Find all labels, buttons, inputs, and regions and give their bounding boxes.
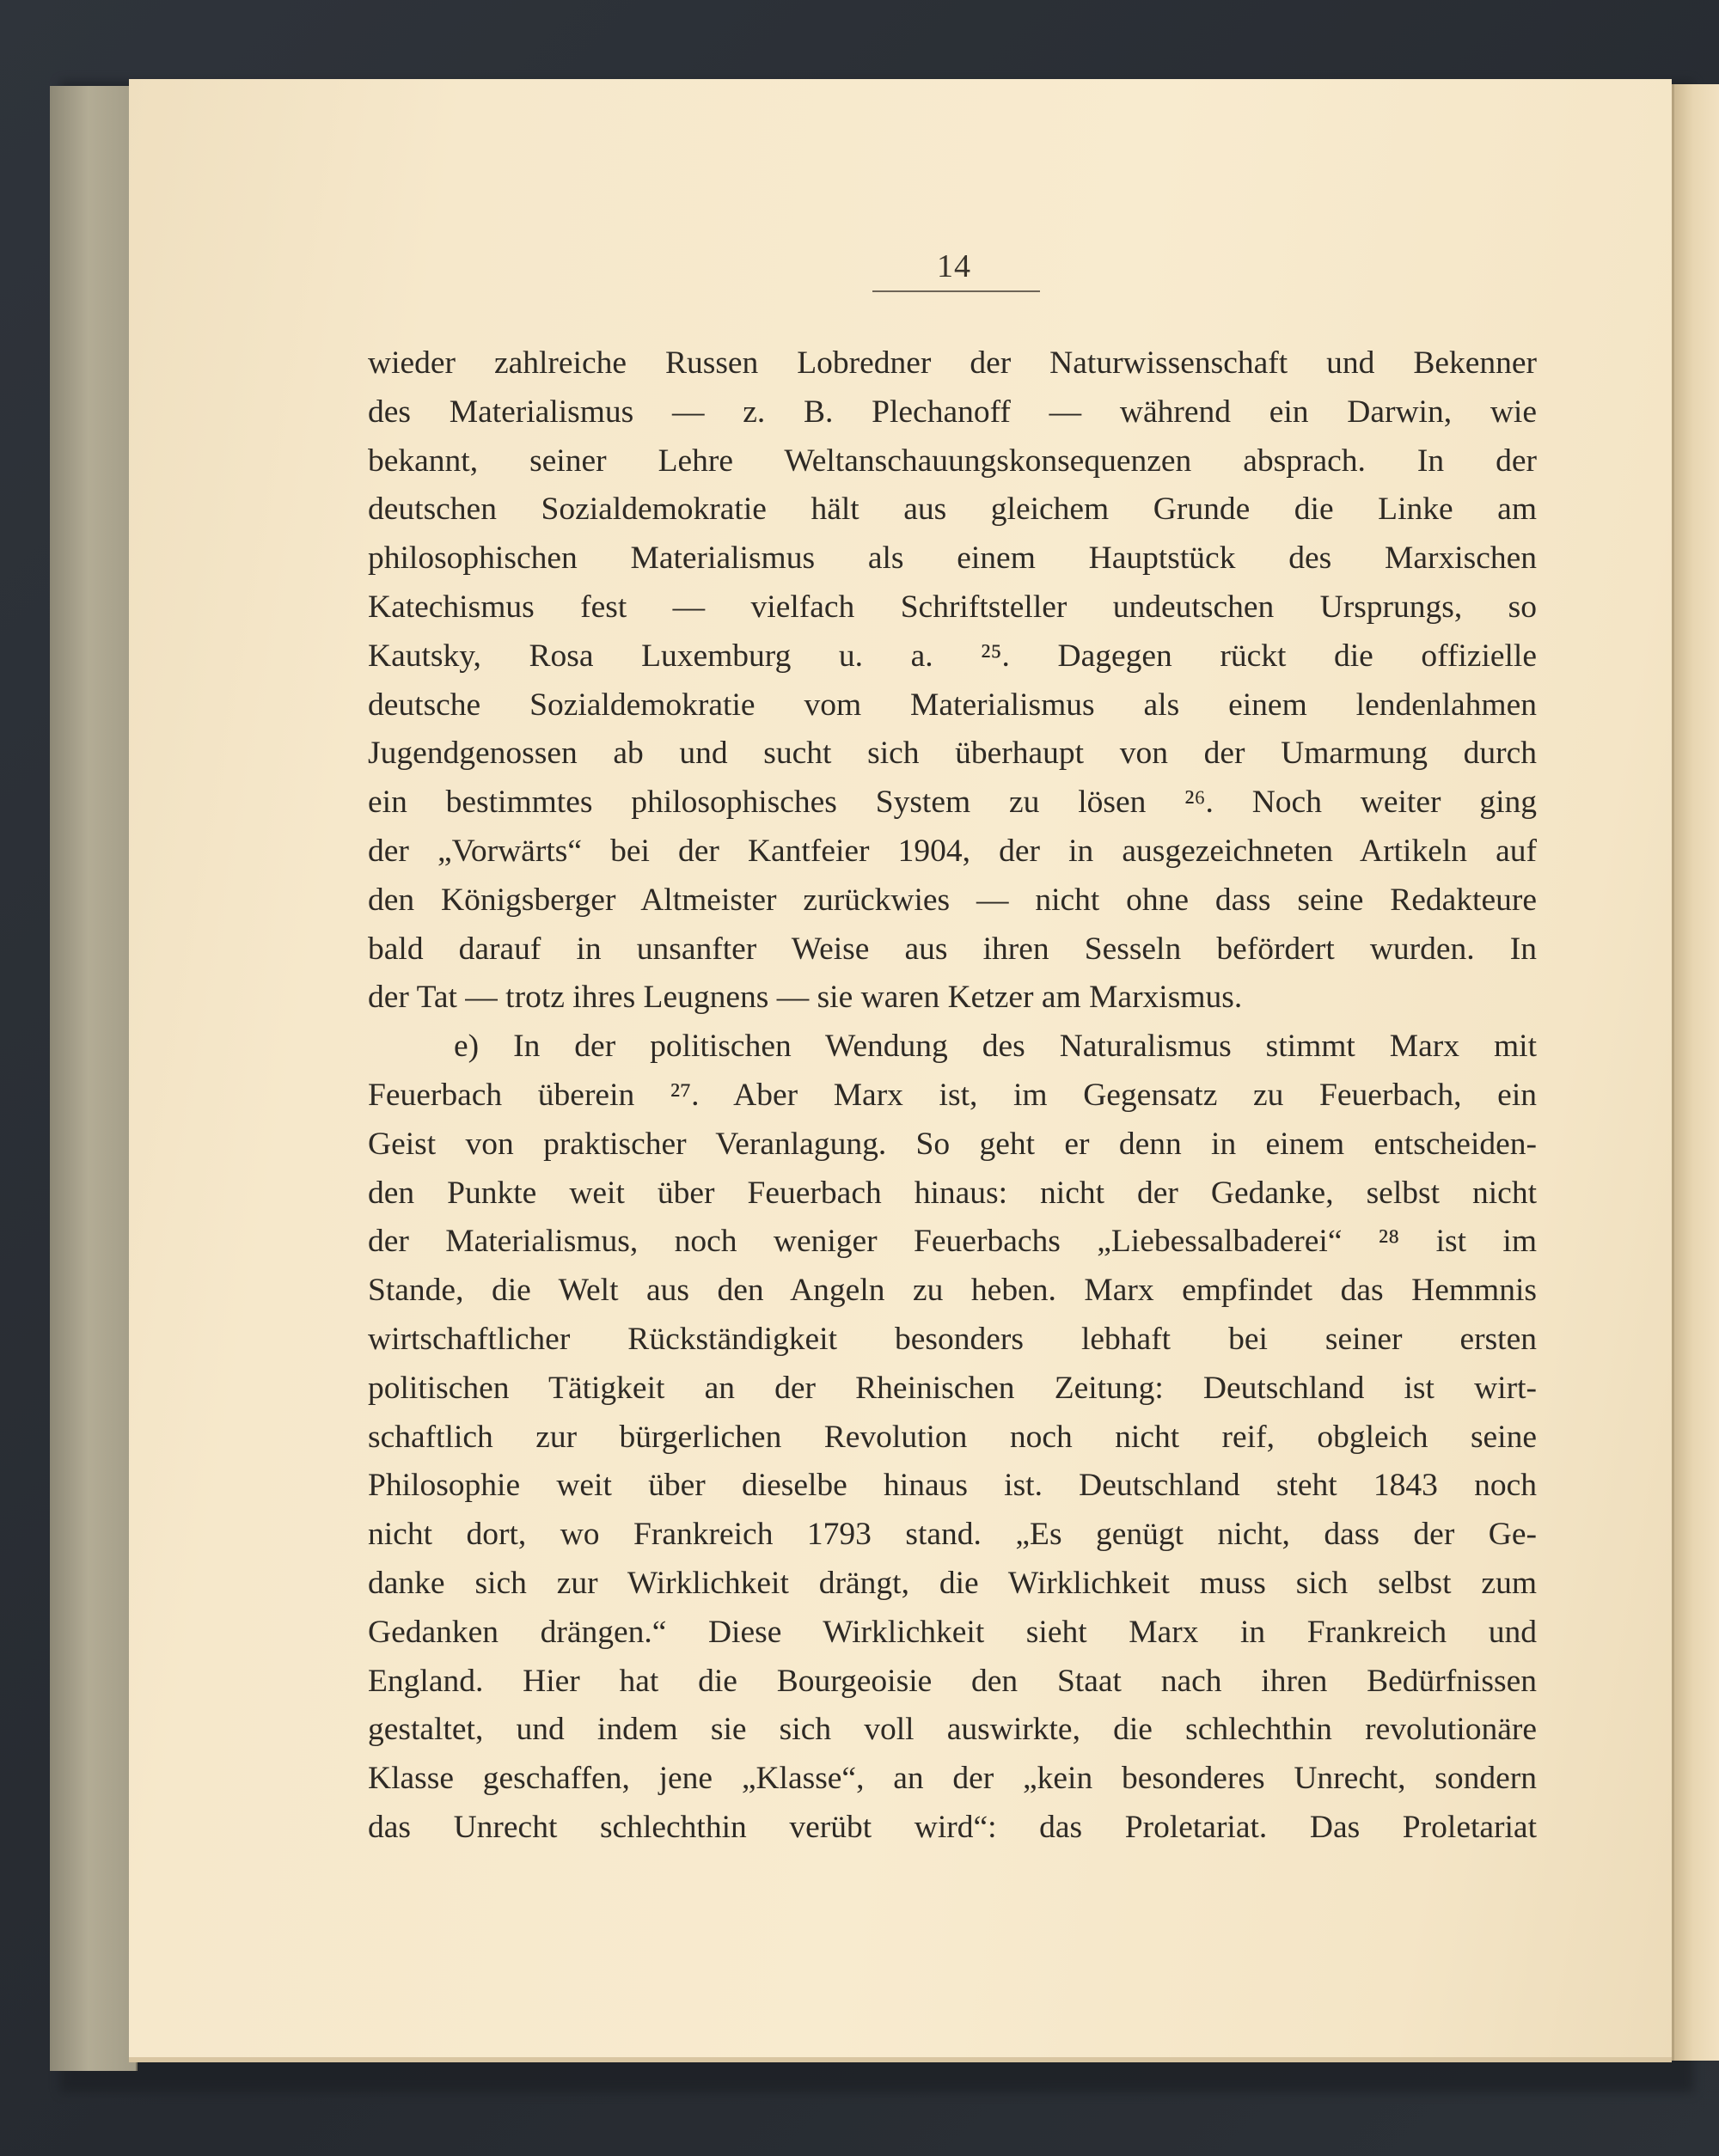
text-line: Philosophie weit über dieselbe hinaus ist. Deutschland steht 1843 noch (368, 1468, 1537, 1504)
text-line: der „Vorwärts“ bei der Kantfeier 1904, der in ausgezeichneten Artikeln auf (368, 833, 1537, 869)
page-number: 14 (937, 248, 971, 284)
text-line: ein bestimmtes philosophisches System zu lösen ²⁶. Noch weiter ging (368, 785, 1537, 821)
text-line: deutsche Sozialdemokratie vom Materialismus als einem lendenlahmen (368, 687, 1537, 723)
text-line: gestaltet, und indem sie sich voll auswirkte, die schlechthin revolutionäre (368, 1712, 1537, 1748)
text-line: Jugendgenossen ab und sucht sich überhaupt von der Umarmung durch (368, 736, 1537, 772)
text-line: Klasse geschaffen, jene „Klasse“, an der „kein besonderes Unrecht, sondern (368, 1761, 1537, 1797)
text-line: wieder zahlreiche Russen Lobredner der Naturwissenschaft und Bekenner (368, 345, 1537, 381)
book-spine-edge (50, 86, 138, 2071)
text-line: Geist von praktischer Veranlagung. So geht er denn in einem entscheiden- (368, 1126, 1537, 1162)
text-line: politischen Tätigkeit an der Rheinischen Zeitung: Deutschland ist wirt- (368, 1370, 1537, 1406)
text-line: Stande, die Welt aus den Angeln zu heben. Marx empfindet das Hemmnis (368, 1273, 1537, 1309)
text-line: nicht dort, wo Frankreich 1793 stand. „Es genügt nicht, dass der Ge- (368, 1517, 1537, 1553)
facing-page-edge (1672, 84, 1719, 2061)
paragraph-last-line: der Tat — trotz ihres Leugnens — sie waren Ketzer am Marxismus. (368, 980, 1243, 1016)
text-line: deutschen Sozialdemokratie hält aus gleichem Grunde die Linke am (368, 492, 1537, 528)
text-line: bald darauf in unsanfter Weise aus ihren Sesseln befördert wurden. In (368, 931, 1537, 967)
paragraph-first-line: e) In der politischen Wendung des Naturalismus stimmt Marx mit (454, 1029, 1537, 1065)
text-line: schaftlich zur bürgerlichen Revolution noch nicht reif, obgleich seine (368, 1419, 1537, 1455)
text-line: den Punkte weit über Feuerbach hinaus: nicht der Gedanke, selbst nicht (368, 1175, 1537, 1211)
text-line: philosophischen Materialismus als einem Hauptstück des Marxischen (368, 541, 1537, 577)
text-line: Kautsky, Rosa Luxemburg u. a. ²⁵. Dagegen rückt die offizielle (368, 638, 1537, 674)
text-line: der Materialismus, noch weniger Feuerbachs „Liebessalbaderei“ ²⁸ ist im (368, 1224, 1537, 1260)
text-line: bekannt, seiner Lehre Weltanschauungskonsequenzen absprach. In der (368, 443, 1537, 479)
text-line: den Königsberger Altmeister zurückwies — nicht ohne dass seine Redakteure (368, 882, 1537, 918)
text-line: Feuerbach überein ²⁷. Aber Marx ist, im Gegensatz zu Feuerbach, ein (368, 1077, 1537, 1113)
text-line: das Unrecht schlechthin verübt wird“: das Proletariat. Das Proletariat (368, 1809, 1537, 1845)
text-line: des Materialismus — z. B. Plechanoff — während ein Darwin, wie (368, 394, 1537, 430)
text-line: wirtschaftlicher Rückständigkeit besonders lebhaft bei seiner ersten (368, 1321, 1537, 1357)
body-text (368, 339, 1537, 1853)
text-line: England. Hier hat die Bourgeoisie den Staat nach ihren Bedürfnissen (368, 1663, 1537, 1699)
page-number-rule (872, 290, 1040, 292)
text-line: Gedanken drängen.“ Diese Wirklichkeit sieht Marx in Frankreich und (368, 1614, 1537, 1650)
text-line: Katechismus fest — vielfach Schriftsteller undeutschen Ursprungs, so (368, 589, 1537, 625)
text-line: danke sich zur Wirklichkeit drängt, die Wirklichkeit muss sich selbst zum (368, 1565, 1537, 1601)
